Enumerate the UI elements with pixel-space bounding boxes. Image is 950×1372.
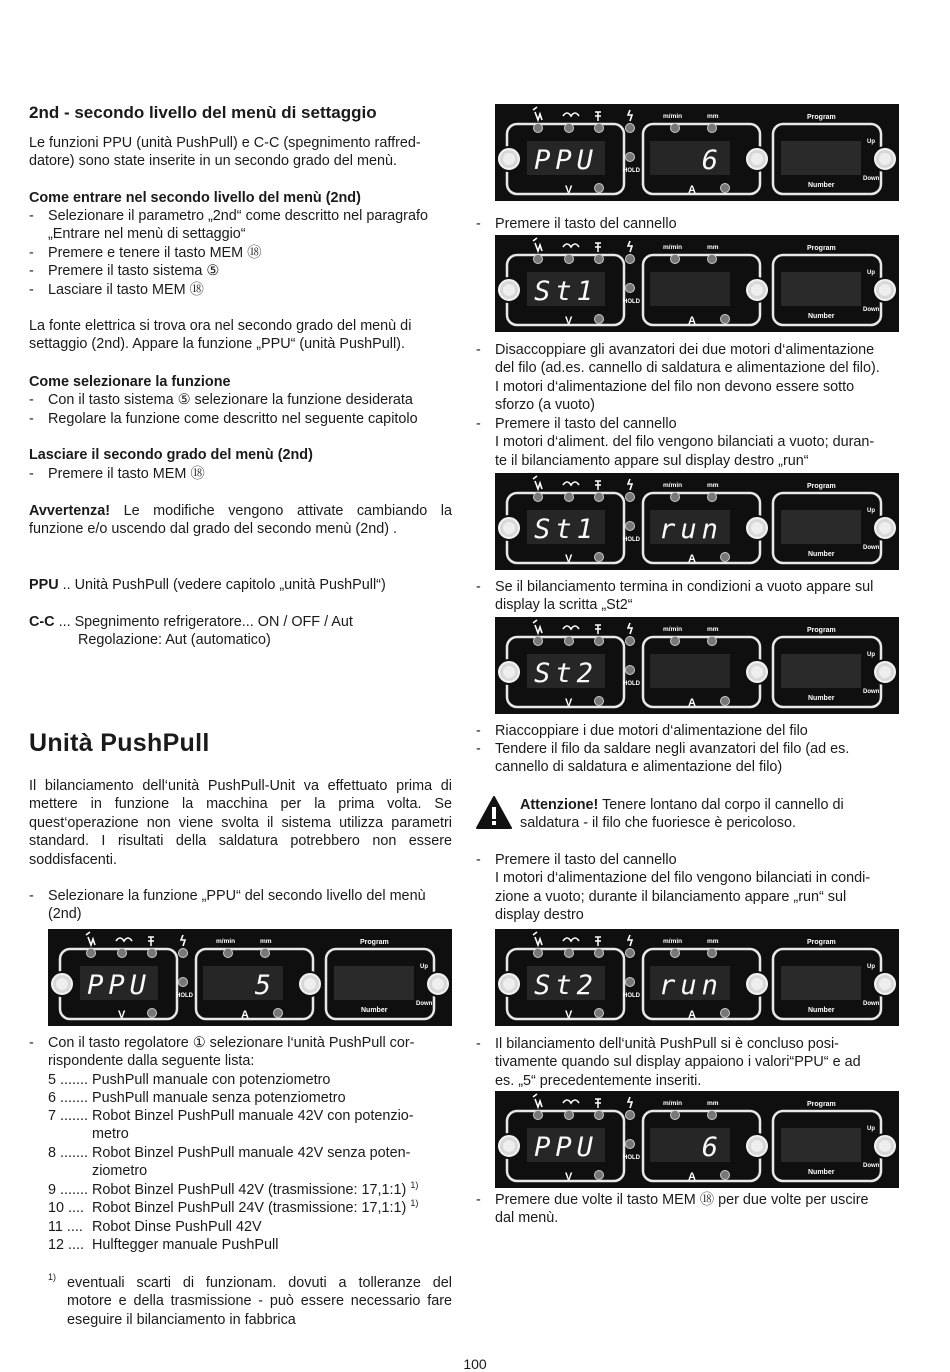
source-paragraph: La fonte elettrica si trova ora nel secondo grado del menù di settaggio (2nd). Appare la funzione „PPU“ (unità PushPull). [29, 318, 412, 353]
left-display-value: St2 [534, 970, 598, 1001]
svg-text:HOLD: HOLD [623, 681, 640, 687]
svg-text:Number: Number [361, 1007, 388, 1014]
left-display-value: PPU [534, 145, 598, 176]
attention-paragraph: Attenzione! Tenere lontano dal corpo il cannello di saldatura - il filo che fuoriesce è pericoloso. [520, 797, 844, 832]
svg-text:Up: Up [867, 652, 875, 658]
svg-text:Up: Up [420, 964, 428, 970]
section-heading-pushpull: Unità PushPull [29, 729, 210, 757]
svg-text:mm: mm [707, 938, 719, 945]
svg-text:HOLD: HOLD [623, 299, 640, 305]
right-display-value: 6 [701, 145, 723, 176]
svg-text:m/min: m/min [663, 938, 683, 945]
svg-text:Down: Down [863, 689, 880, 695]
svg-text:A: A [688, 1171, 696, 1183]
svg-text:Number: Number [808, 182, 835, 189]
svg-text:Program: Program [807, 1101, 836, 1108]
svg-text:V: V [565, 697, 573, 709]
svg-text:mm: mm [260, 938, 272, 945]
svg-text:Up: Up [867, 270, 875, 276]
svg-text:Number: Number [808, 313, 835, 320]
svg-text:A: A [241, 1009, 249, 1021]
svg-text:Down: Down [863, 307, 880, 313]
svg-text:Up: Up [867, 508, 875, 514]
enter-heading: Come entrare nel secondo livello del menù (2nd) [29, 190, 361, 206]
svg-text:HOLD: HOLD [623, 168, 640, 174]
svg-text:mm: mm [707, 626, 719, 633]
left-display-value: PPU [534, 1132, 598, 1163]
right-display-value: run [659, 970, 723, 1001]
svg-text:HOLD: HOLD [623, 993, 640, 999]
svg-text:mm: mm [707, 1100, 719, 1107]
control-panel [495, 235, 899, 332]
svg-text:A: A [688, 553, 696, 565]
svg-text:Up: Up [867, 139, 875, 145]
svg-text:m/min: m/min [663, 113, 683, 120]
left-display-value: St1 [534, 514, 598, 545]
warning-paragraph: Avvertenza! Le modifiche vengono attivate cambiando la funzione e/o uscendo dal grado del secondo menù (2nd) . [29, 503, 452, 538]
pushpull-intro: Il bilanciamento dell‘unità PushPull-Unit va effettuato prima di mettere in funzione la macchina per la prima volta. Se quest‘operazione non viene svolta il sistema utilizza parametri standard. I risultati della saldatura potrebbero non essere soddisfacenti. [29, 778, 452, 868]
svg-text:m/min: m/min [663, 1100, 683, 1107]
svg-text:A: A [688, 184, 696, 196]
left-display-value: St2 [534, 658, 598, 689]
svg-text:Number: Number [808, 1169, 835, 1176]
svg-text:mm: mm [707, 113, 719, 120]
right-display-value: 5 [254, 970, 276, 1001]
svg-text:Program: Program [807, 939, 836, 946]
left-display-value: PPU [87, 970, 151, 1001]
svg-text:V: V [565, 1171, 573, 1183]
svg-text:Number: Number [808, 695, 835, 702]
right-display-value: 6 [701, 1132, 723, 1163]
footnote: eventuali scarti di funzionam. dovuti a tolleranze del motore e della trasmissione - può essere necessario fare eseguire il bilanciamento in fabbrica [67, 1275, 452, 1328]
svg-text:Program: Program [807, 483, 836, 490]
svg-text:m/min: m/min [663, 626, 683, 633]
svg-text:V: V [565, 315, 573, 327]
intro-paragraph: Le funzioni PPU (unità PushPull) e C-C (spegnimento raffred- datore) sono state inserite in un secondo grado del menù. [29, 135, 421, 170]
svg-text:V: V [565, 1009, 573, 1021]
svg-text:A: A [688, 1009, 696, 1021]
svg-text:m/min: m/min [663, 482, 683, 489]
cc-definition: C-C ... Spegnimento refrigeratore... ON / OFF / Aut [29, 614, 353, 630]
warning-triangle-icon [476, 796, 512, 829]
svg-text:HOLD: HOLD [623, 1155, 640, 1161]
svg-text:m/min: m/min [216, 938, 236, 945]
svg-text:Up: Up [867, 1126, 875, 1132]
svg-text:Program: Program [360, 939, 389, 946]
svg-text:A: A [688, 697, 696, 709]
footnote-mark: 1) [48, 1272, 57, 1282]
svg-text:Down: Down [863, 545, 880, 551]
control-panel [495, 473, 899, 570]
svg-text:HOLD: HOLD [176, 993, 193, 999]
control-panel [495, 617, 899, 714]
svg-text:Down: Down [416, 1001, 433, 1007]
control-panel [48, 929, 452, 1026]
svg-text:Program: Program [807, 245, 836, 252]
ppu-definition: PPU .. Unità PushPull (vedere capitolo „unità PushPull“) [29, 577, 386, 593]
svg-text:Down: Down [863, 1163, 880, 1169]
svg-text:Down: Down [863, 1001, 880, 1007]
right-display-value: run [659, 514, 723, 545]
pushpull-unit-list: 5 ....... PushPull manuale con potenziometro 6 ....... PushPull manuale senza potenziometro 7 ....... Robot Binzel PushPull manuale 42V con potenzio- metro 8 ....... Robot Binzel PushPull manuale 42V senza poten- ziometro 9 ....... Robot Binzel PushPull 42V (trasmissione: 17,1:1) $^{1)}$ 10 .... Robot Binzel PushPull 24V (trasmissione: 17,1:1) $^{1)}$ 11 .... Robot Dinse PushPull 42V 12 .... Hulftegger manuale PushPull [48, 1072, 419, 1253]
leave-heading: Lasciare il secondo grado del menù (2nd) [29, 447, 313, 463]
svg-text:Program: Program [807, 114, 836, 121]
control-panel [495, 104, 899, 201]
svg-text:A: A [688, 315, 696, 327]
svg-text:Up: Up [867, 964, 875, 970]
svg-text:Program: Program [807, 627, 836, 634]
svg-text:V: V [118, 1009, 126, 1021]
svg-text:HOLD: HOLD [623, 537, 640, 543]
svg-text:Down: Down [863, 176, 880, 182]
select-heading: Come selezionare la funzione [29, 374, 231, 390]
svg-text:Number: Number [808, 551, 835, 558]
svg-text:V: V [565, 184, 573, 196]
cc-regulation: Regolazione: Aut (automatico) [78, 632, 271, 648]
svg-text:Number: Number [808, 1007, 835, 1014]
control-panel [495, 929, 899, 1026]
svg-text:V: V [565, 553, 573, 565]
section-heading-2nd: 2nd - secondo livello del menù di settaggio [29, 103, 377, 122]
svg-text:mm: mm [707, 244, 719, 251]
page-number: 100 [463, 1356, 487, 1372]
list-item: - Selezionare il parametro „2nd“ come descritto nel paragrafo „Entrare nel menù di settaggio“ [29, 208, 428, 243]
svg-text:m/min: m/min [663, 244, 683, 251]
control-panel [495, 1091, 899, 1188]
svg-text:mm: mm [707, 482, 719, 489]
left-display-value: St1 [534, 276, 598, 307]
